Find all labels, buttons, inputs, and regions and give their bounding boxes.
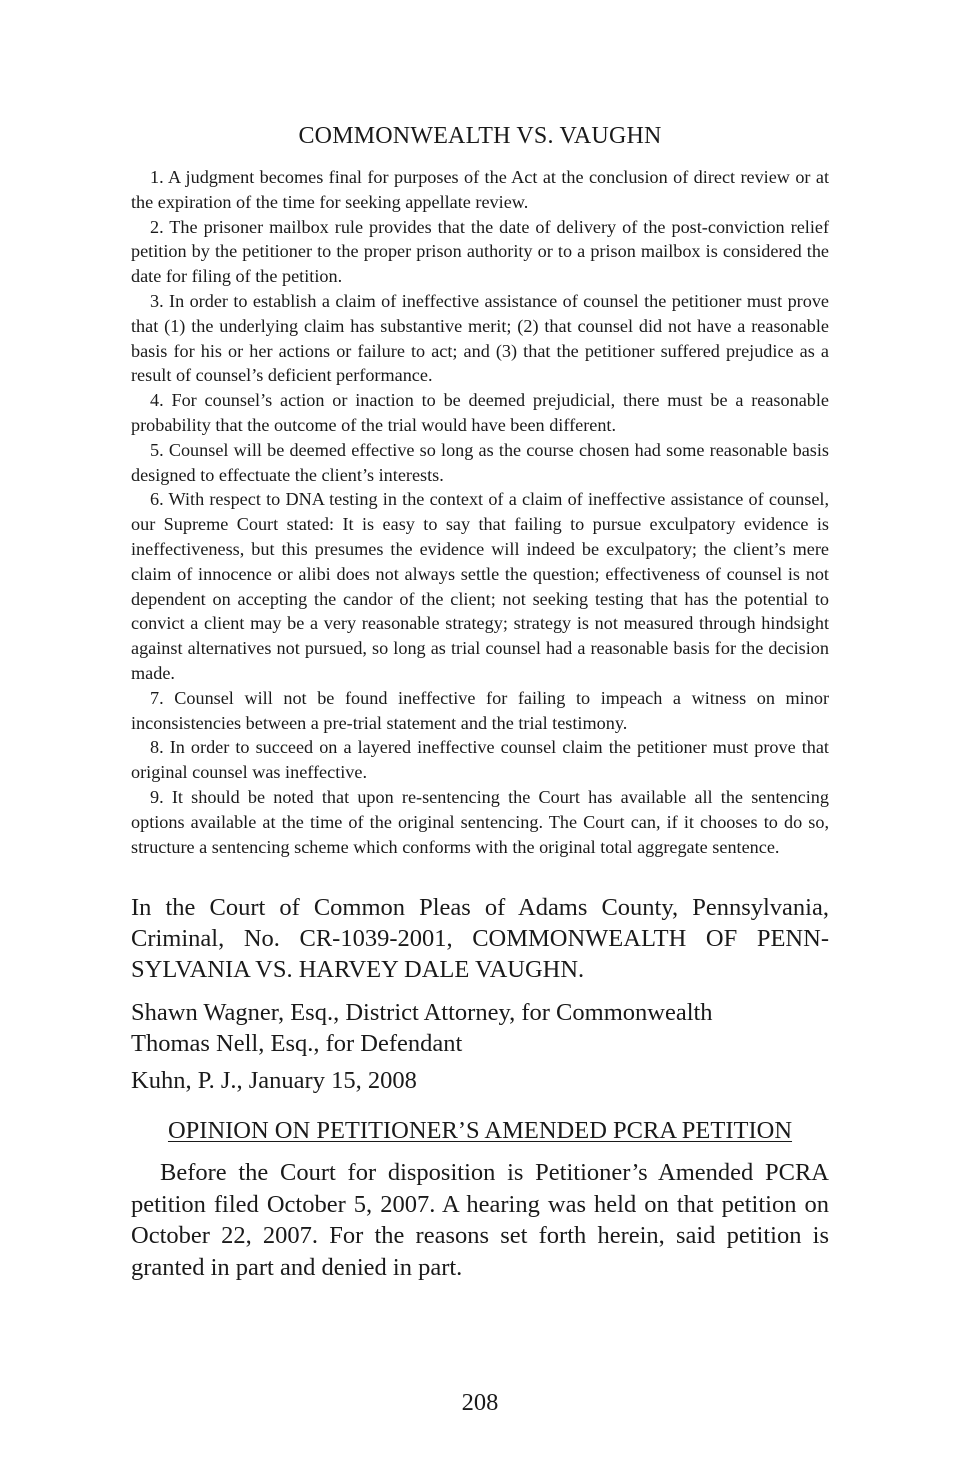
opinion-paragraph: Before the Court for disposition is Petitioner’s Amended PCRA petition filed October 5, 2007. A hearing was held on that petition on October 22, 2007. For the reasons set forth herein, said petition is granted in part and denied in part.	[131, 1159, 829, 1281]
headnote-9: 9. It should be noted that upon re-sentencing the Court has available all the sentencing options available at the time of the original sentencing. The Court can, if it chooses to do so, structure a sentencing scheme which conforms with the original total aggregate sentence.	[131, 786, 829, 857]
opinion-title: OPINION ON PETITIONER’S AMENDED PCRA PETITION	[167, 1117, 793, 1144]
counsel-commonwealth: Shawn Wagner, Esq., District Attorney, for Commonwealth	[131, 999, 713, 1026]
headnote-7: 7. Counsel will not be found ineffective for failing to impeach a witness on minor inconsistencies between a pre-trial statement and the trial testimony.	[131, 687, 829, 733]
headnote-1: 1. A judgment becomes final for purposes of the Act at the conclusion of direct review or at the expiration of the time for seeking appellate review.	[131, 167, 829, 212]
counsel-list	[131, 997, 829, 1059]
judge-date-line: Kuhn, P. J., January 15, 2008	[131, 1067, 417, 1094]
headnote-8: 8. In order to succeed on a layered ineffective counsel claim the petitioner must prove that original counsel was ineffective.	[131, 737, 829, 783]
headnote-2: 2. The prisoner mailbox rule provides that the date of delivery of the post-conviction relief petition by the petitioner to the proper prison authority or to a prison mailbox is considered the date for filing of the petition.	[131, 216, 829, 287]
page-number: 208	[461, 1389, 499, 1416]
headnote-5: 5. Counsel will be deemed effective so long as the course chosen had some reasonable basis designed to effectuate the client’s interests.	[131, 439, 829, 485]
headnote-4: 4. For counsel’s action or inaction to be deemed prejudicial, there must be a reasonable probability that the outcome of the trial would have been different.	[131, 390, 829, 435]
counsel-defendant: Thomas Nell, Esq., for Defendant	[131, 1030, 463, 1057]
headnotes	[131, 165, 829, 859]
running-head: COMMONWEALTH VS. VAUGHN	[298, 123, 662, 149]
headnote-3: 3. In order to establish a claim of ineffective assistance of counsel the petitioner must prove that (1) the underlying claim has substantive merit; (2) that counsel did not have a reasonable basis for his or her actions or failure to act; and (3) that the petitioner suffered prejudice as a result of counsel’s deficient performance.	[131, 290, 829, 386]
case-caption: In the Court of Common Pleas of Adams County, Pennsylvania, Criminal, No. CR-1039-2001, COMMONWEALTH OF PENNSYLVANIA VS. HARVEY DALE VAUGHN.	[131, 894, 829, 983]
headnote-6: 6. With respect to DNA testing in the context of a claim of ineffective assistance of counsel, our Supreme Court stated: It is easy to say that failing to pursue exculpatory evidence is ineffectiveness, but this presumes the evidence will indeed be exculpatory; the client’s mere claim of innocence or alibi does not always settle the question; effectiveness of counsel is not dependent on accepting the candor of the client; not seeking testing that has the potential to convict a client may be a very reasonable strategy; strategy is not measured through hindsight against alternatives not pursued, so long as trial counsel had a reasonable basis for the decision made.	[131, 489, 829, 683]
